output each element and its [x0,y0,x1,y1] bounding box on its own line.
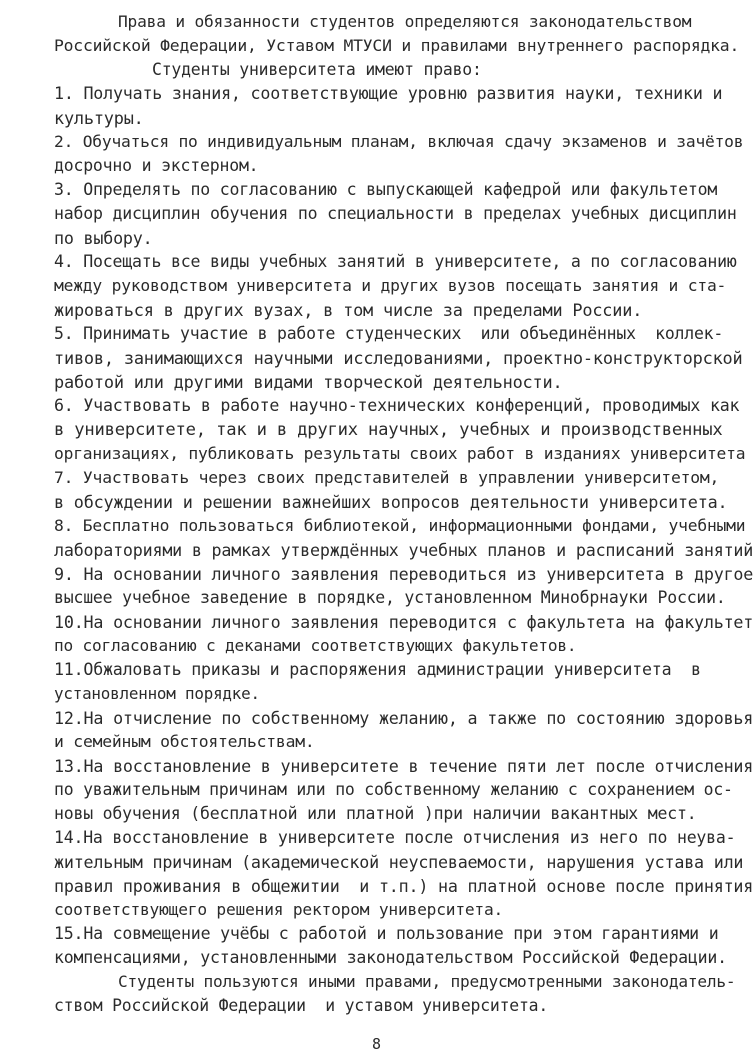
text-line: Российской Федерации, Уставом МТУСИ и правилами внутреннего распорядка. [54,36,740,55]
text-line: высшее учебное заведение в порядке, установленном Минобрнауки России. [54,588,726,607]
text-line: работой или другими видами творческой деятельности. [54,372,563,392]
text-line: компенсациями, установленными законодательством Российской Федерации. [54,948,727,967]
text-line: между руководством университета и других вузов посещать занятия и ста- [54,276,727,295]
text-line: 5. Принимать участие в работе студенческих или объединённых коллек- [54,324,724,343]
text-line: 1. Получать знания, соответствующие уровню развития науки, техники и [54,84,723,103]
text-line: 6. Участвовать в работе научно-технических конференций, проводимых как [54,396,740,415]
text-line: Студенты университета имеют право: [152,60,482,79]
text-line: в обсуждении и решении важнейших вопросов деятельности университета. [54,492,728,512]
text-line: культуры. [54,108,144,128]
text-line: по согласованию с деканами соответствующих факультетов. [54,636,577,655]
text-line: 14.На восстановление в университете после отчисления из него по неува- [54,828,736,847]
text-line: и семейным обстоятельствам. [54,732,315,751]
text-line: 12.На отчисление по собственному желанию, а также по состоянию здоровья [54,708,754,728]
text-line: 4. Посещать все виды учебных занятий в университете, а по согласованию [54,252,737,271]
text-line: жироваться в других вузах, в том числе за пределами России. [54,300,643,320]
text-line: тивов, занимающихся научными исследованиями, проектно-конструкторской [54,348,743,368]
text-line: 7. Участвовать через своих представителей в управлении университетом, [54,468,720,487]
text-line: 2. Обучаться по индивидуальным планам, включая сдачу экзаменов и зачётов [54,132,744,151]
text-line: по уважительным причинам или по собственному желанию с сохранением ос- [54,780,733,799]
text-line: Права и обязанности студентов определяются законодательством [118,12,692,31]
text-line: 9. На основании личного заявления переводиться из университета в другое [54,564,754,584]
text-line: 11.Обжаловать приказы и распоряжения администрации университета в [54,660,701,679]
text-line: в университете, так и в других научных, учебных и производственных [54,420,723,440]
text-line: 15.На совмещение учёбы с работой и пользование при этом гарантиями и [54,924,719,943]
text-line: 8. Бесплатно пользоваться библиотекой, информационными фондами, учебными [54,516,746,535]
text-line: организациях, публиковать результаты своих работ в изданиях университета [54,444,746,463]
text-line: 13.На восстановление в университете в течение пяти лет после отчисления [54,756,754,776]
text-line: набор дисциплин обучения по специальности в пределах учебных дисциплин [54,204,737,223]
text-line: ством Российской Федерации и уставом университета. [54,996,549,1015]
text-line: лабораториями в рамках утверждённых учебных планов и расписаний занятий [54,540,754,560]
text-line: по выбору. [54,228,153,248]
text-line: досрочно и экстерном. [54,156,259,175]
text-line: Студенты пользуются иными правами, предусмотренными законодатель- [118,972,736,991]
text-line: 3. Определять по согласованию с выпускающей кафедрой или факультетом [54,180,718,199]
page-number: 8 [372,1035,382,1053]
text-line: правил проживания в общежитии и т.п.) на платной основе после принятия [54,876,754,896]
text-line: установленном порядке. [54,684,260,703]
text-line: новы обучения (бесплатной или платной )при наличии вакантных мест. [54,804,697,823]
text-line: жительным причинам (академической неуспеваемости, нарушения устава или [54,852,744,872]
text-line: соответствующего решения ректором университета. [54,900,504,919]
text-line: 10.На основании личного заявления переводится с факультета на факультет [54,612,754,632]
